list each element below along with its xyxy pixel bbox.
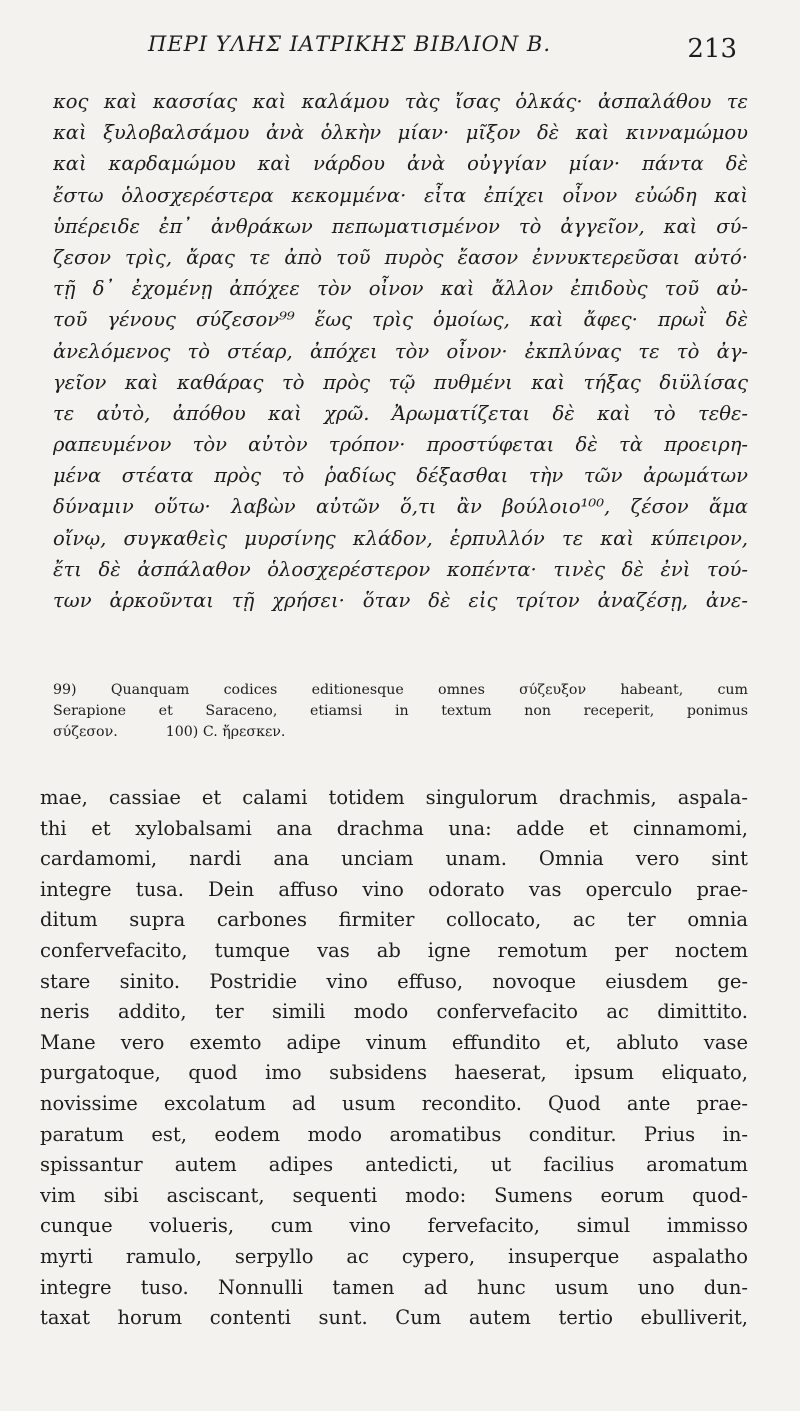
latin-line: neris addito, ter simili modo confervefacito ac dimittito. — [40, 1000, 748, 1024]
latin-line: paratum est, eodem modo aromatibus conditur. Prius in- — [40, 1122, 748, 1146]
latin-line: stare sinito. Postridie vino effuso, novoque eiusdem ge- — [40, 969, 748, 993]
footnote-text: 100) C. ἤρεσκεν. — [165, 724, 286, 740]
latin-line: myrti ramulo, serpyllo ac cypero, insuperque aspalatho — [40, 1244, 748, 1268]
running-head — [0, 32, 800, 72]
latin-text-block — [40, 783, 748, 1334]
latin-line: vim sibi asciscant, sequenti modo: Sumens eorum quod- — [40, 1183, 748, 1207]
latin-line: cardamomi, nardi ana unciam unam. Omnia vero sint — [40, 847, 748, 871]
greek-line: οἴνῳ, συγκαθεὶς μυρσίνης κλάδον, ἑρπυλλόν τε καὶ κύπειρον, — [53, 526, 748, 550]
greek-line: ἀνελόμενος τὸ στέαρ, ἀπόχει τὸν οἶνον· ἐκπλύνας τε τὸ ἀγ- — [53, 339, 748, 363]
latin-line: purgatoque, quod imo subsidens haeserat, ipsum eliquato, — [40, 1061, 748, 1085]
greek-line: ὑπέρειδε ἐπ᾽ ἀνθράκων πεπωματισμένον τὸ ἀγγεῖον, καὶ σύ- — [53, 214, 748, 238]
greek-line: καὶ καρδαμώμου καὶ νάρδου ἀνὰ οὐγγίαν μίαν· πάντα δὲ — [53, 152, 748, 176]
footnote-line: 99) Quanquam codices editionesque omnes σύζευξον habeant, cum — [53, 682, 748, 698]
greek-line: τῇ δ᾽ ἐχομένῃ ἀπόχεε τὸν οἶνον καὶ ἄλλον ἐπιδοὺς τοῦ αὐ- — [53, 277, 748, 301]
greek-line: μένα στέατα πρὸς τὸ ῥαδίως δέξασθαι τὴν τῶν ἀρωμάτων — [53, 464, 748, 488]
greek-line: τοῦ γένους σύζεσον⁹⁹ ἕως τρὶς ὁμοίως, καὶ ἄφες· πρωῒ δὲ — [53, 308, 748, 332]
latin-line: novissime excolatum ad usum recondito. Quod ante prae- — [40, 1091, 748, 1115]
latin-line: integre tuso. Nonnulli tamen ad hunc usum uno dun- — [40, 1275, 748, 1299]
latin-line: thi et xylobalsami ana drachma una: adde et cinnamomi, — [40, 816, 748, 840]
greek-text-block — [53, 86, 748, 616]
greek-line: ἔστω ὁλοσχερέστερα κεκομμένα· εἶτα ἐπίχει οἶνον εὐώδη καὶ — [53, 183, 748, 207]
greek-line: ἔτι δὲ ἀσπάλαθον ὁλοσχερέστερον κοπέντα· τινὲς δὲ ἐνὶ τού- — [53, 557, 748, 581]
footnote-line: Serapione et Saraceno, etiamsi in textum non receperit, ponimus — [53, 703, 748, 719]
latin-line: integre tusa. Dein affuso vino odorato vas operculo prae- — [40, 877, 748, 901]
greek-line: ραπευμένον τὸν αὐτὸν τρόπον· προστύφεται δὲ τὰ προειρη- — [53, 433, 748, 457]
latin-line: spissantur autem adipes antedicti, ut facilius aromatum — [40, 1153, 748, 1177]
greek-line: των ἀρκοῦνται τῇ χρήσει· ὅταν δὲ εἰς τρίτον ἀναζέσῃ, ἀνε- — [53, 589, 748, 612]
latin-line: taxat horum contenti sunt. Cum autem tertio ebulliverit, — [40, 1306, 748, 1330]
greek-line: καὶ ξυλοβαλσάμου ἀνὰ ὁλκὴν μίαν· μῖξον δὲ καὶ κινναμώμου — [53, 121, 748, 145]
footnote-line — [53, 722, 748, 743]
greek-line: ζεσον τρὶς, ἄρας τε ἀπὸ τοῦ πυρὸς ἔασον ἐννυκτερεῦσαι αὐτό· — [53, 245, 748, 269]
greek-line: τε αὐτὸ, ἀπόθου καὶ χρῶ. Ἀρωματίζεται δὲ καὶ τὸ τεθε- — [53, 401, 748, 425]
footnote-text: σύζεσον. — [53, 724, 118, 740]
footnotes — [53, 680, 748, 743]
running-title: ΠΕΡΙ ΥΛΗΣ ΙΑΤΡΙΚΗΣ ΒΙΒΛΙΟΝ Β. — [148, 32, 552, 56]
greek-line: γεῖον καὶ καθάρας τὸ πρὸς τῷ πυθμένι καὶ τήξας διϋλίσας — [53, 370, 748, 394]
greek-line: κος καὶ κασσίας καὶ καλάμου τὰς ἴσας ὁλκάς· ἀσπαλάθου τε — [53, 90, 748, 113]
latin-line: confervefacito, tumque vas ab igne remotum per noctem — [40, 938, 748, 962]
greek-line: δύναμιν οὕτω· λαβὼν αὐτῶν ὅ,τι ἂν βούλοιο¹⁰⁰, ζέσον ἅμα — [53, 495, 748, 519]
latin-line: Mane vero exemto adipe vinum effundito et, abluto vase — [40, 1030, 748, 1054]
latin-line: mae, cassiae et calami totidem singulorum drachmis, aspala- — [40, 786, 748, 809]
latin-line: cunque volueris, cum vino fervefacito, simul immisso — [40, 1214, 748, 1238]
latin-line: ditum supra carbones firmiter collocato, ac ter omnia — [40, 908, 748, 932]
page-number: 213 — [687, 34, 737, 64]
